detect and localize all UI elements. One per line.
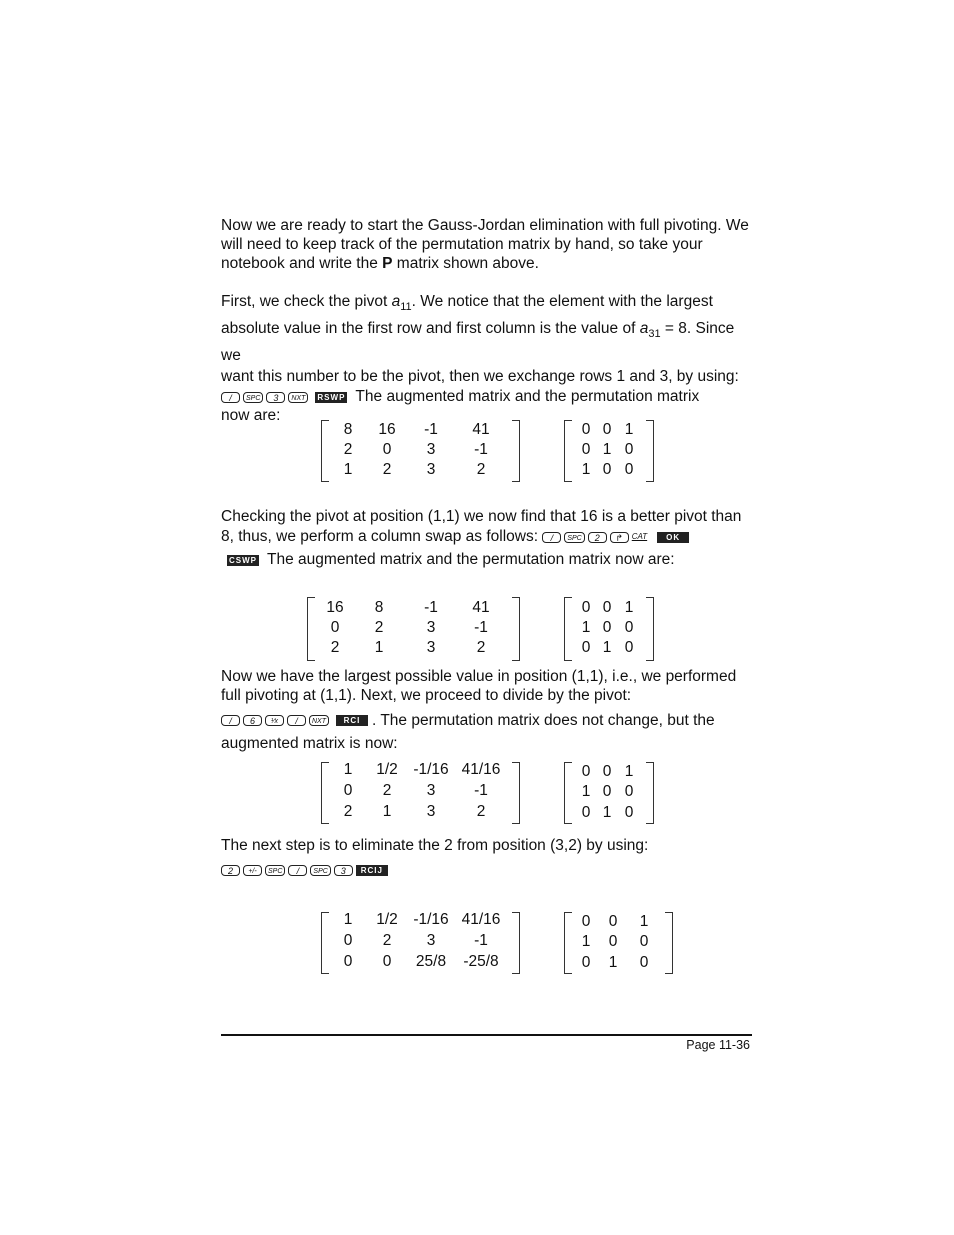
matrix-cell: -1 xyxy=(424,421,438,438)
matrix-cell: 1 xyxy=(382,803,392,820)
plus-minus-key-icon: +/- xyxy=(243,865,262,876)
matrix-cell: 0 xyxy=(343,932,353,949)
text-span: = 8. Since we xyxy=(221,320,735,365)
right-bracket xyxy=(512,762,520,824)
matrix-cell: -1 xyxy=(474,932,488,949)
matrix-cell: 0 xyxy=(581,441,591,458)
matrix-cell: -1/16 xyxy=(413,761,449,778)
ok-softkey-icon: OK xyxy=(657,532,689,543)
matrix-cell: 8 xyxy=(374,599,384,616)
matrix-cell: 1 xyxy=(581,619,591,636)
text-line: want this number to be the pivot, then we exchange rows 1 and 3, by using: xyxy=(221,368,739,386)
text-span: matrix shown above. xyxy=(392,255,539,272)
text-span: 8, thus, we perform a column swap as follows: xyxy=(221,528,543,546)
text-line: will need to keep track of the permutation matrix by hand, so take your xyxy=(221,236,703,253)
var-a: a xyxy=(391,293,401,310)
matrix-cell: -1 xyxy=(474,441,488,458)
paragraph-divide-pivot xyxy=(221,667,756,753)
nxt-key-icon: NXT xyxy=(309,715,329,726)
spc-key-icon: SPC xyxy=(265,865,285,876)
matrix-cell: 1 xyxy=(343,911,353,928)
matrix-cell: 0 xyxy=(624,804,634,821)
nxt-key-icon: NXT xyxy=(288,392,308,403)
text-line xyxy=(221,318,756,366)
text-span: . We notice that the element with the largest xyxy=(411,293,713,310)
slash-key-icon: / xyxy=(221,392,240,403)
matrix-cell: 2 xyxy=(476,639,486,656)
matrix-cell: 0 xyxy=(624,619,634,636)
matrix-cell: -25/8 xyxy=(463,953,499,970)
paragraph-eliminate xyxy=(221,836,756,880)
matrix-cell: 0 xyxy=(330,619,340,636)
matrix-cell: 0 xyxy=(382,441,392,458)
spc-key-icon: SPC xyxy=(564,532,584,543)
matrix-cell: 0 xyxy=(581,763,591,780)
matrix-cell: 1 xyxy=(624,763,634,780)
rsw-softkey-icon: RSWP xyxy=(317,392,346,402)
right-bracket xyxy=(512,597,520,661)
matrix-cell: 0 xyxy=(602,763,612,780)
matrix-cell: 2 xyxy=(330,639,340,656)
matrix-cell: 2 xyxy=(476,803,486,820)
text-line: The next step is to eliminate the 2 from position (3,2) by using: xyxy=(221,837,649,854)
matrix-cell: 0 xyxy=(602,421,612,438)
two-key-icon: 2 xyxy=(588,532,607,543)
keystroke-line xyxy=(221,861,756,880)
matrix-cell: 1 xyxy=(602,441,612,458)
matrix-cell: 0 xyxy=(602,783,612,800)
var-a: a xyxy=(639,320,649,338)
matrix-cell: 41/16 xyxy=(461,911,501,928)
matrix-cell: -1 xyxy=(474,619,488,636)
matrix-cell: 1 xyxy=(581,783,591,800)
matrix-cell: 0 xyxy=(602,619,612,636)
matrix-cell: 1 xyxy=(624,599,634,616)
text-span: The augmented matrix and the permutation matrix now are: xyxy=(263,551,675,569)
matrix-cell: 0 xyxy=(639,933,649,950)
matrix-cell: 1 xyxy=(608,954,618,971)
matrix-cell: 0 xyxy=(343,953,353,970)
paragraph-intro xyxy=(221,216,756,273)
matrix-cell: 0 xyxy=(581,954,591,971)
matrix-cell: 1 xyxy=(581,461,591,478)
two-key-icon: 2 xyxy=(221,865,240,876)
text-line: now are: xyxy=(221,407,281,425)
matrix-cell: -1 xyxy=(424,599,438,616)
text-line: Now we are ready to start the Gauss-Jordan elimination with full pivoting. We xyxy=(221,217,749,234)
matrix-cell: 2 xyxy=(382,932,392,949)
rcij-softkey-icon: RCIJ xyxy=(356,865,388,876)
inverse-key-icon: ¹⁄x xyxy=(265,715,284,726)
matrix-cell: 0 xyxy=(581,913,591,930)
keystroke-line xyxy=(221,550,756,570)
text-span: First, we check the pivot xyxy=(221,293,392,310)
matrix-cell: 0 xyxy=(382,953,392,970)
matrix-cell: 2 xyxy=(343,441,353,458)
text-line: augmented matrix is now: xyxy=(221,735,398,752)
matrix-cell: 1 xyxy=(602,639,612,656)
matrix-cell: 2 xyxy=(343,803,353,820)
text-line: Checking the pivot at position (1,1) we now find that 16 is a better pivot than xyxy=(221,508,742,525)
matrix-cell: 1 xyxy=(624,421,634,438)
matrix-cell: 2 xyxy=(382,461,392,478)
rci-softkey-icon: RCI xyxy=(336,715,368,726)
matrix-cell: 0 xyxy=(639,954,649,971)
footer-rule xyxy=(221,1034,752,1036)
subscript: 11 xyxy=(400,301,412,314)
page-number: Page 11-36 xyxy=(686,1038,750,1052)
text-span: notebook and write the xyxy=(221,255,383,272)
matrix-cell: 0 xyxy=(602,599,612,616)
matrix-cell: 3 xyxy=(426,932,436,949)
matrix-cell: 0 xyxy=(343,782,353,799)
matrix-cell: 1 xyxy=(343,761,353,778)
text-line xyxy=(221,254,756,273)
matrix-cell: 0 xyxy=(581,804,591,821)
matrix-cell: 1/2 xyxy=(376,911,398,928)
subscript: 31 xyxy=(648,328,661,341)
matrix-cell: 3 xyxy=(426,639,436,656)
cat-label: CAT xyxy=(631,532,648,541)
matrix-cell: 0 xyxy=(608,933,618,950)
slash-key-icon: / xyxy=(542,532,561,543)
matrix-cell: 41 xyxy=(472,599,490,616)
matrix-cell: 0 xyxy=(624,461,634,478)
keystroke-line xyxy=(221,711,756,730)
matrix-cell: 41 xyxy=(472,421,490,438)
matrix-cell: 16 xyxy=(326,599,344,616)
slash-key-icon: / xyxy=(221,715,240,726)
matrix-cell: 3 xyxy=(426,619,436,636)
keystroke-line xyxy=(221,527,756,547)
matrix-cell: -1/16 xyxy=(413,911,449,928)
matrix-cell: 0 xyxy=(624,783,634,800)
csw-softkey-icon: CSWP xyxy=(229,555,257,565)
matrix-cell: 3 xyxy=(426,461,436,478)
text-line: full pivoting at (1,1). Next, we proceed to divide by the pivot: xyxy=(221,687,632,704)
text-span: absolute value in the first row and first column is the value of xyxy=(221,320,640,338)
matrix-cell: 1 xyxy=(374,639,384,656)
keystroke-line xyxy=(221,387,756,406)
matrix-cell: 3 xyxy=(426,803,436,820)
text-line xyxy=(221,291,756,318)
paragraph-column-swap xyxy=(221,507,756,570)
text-span: . The permutation matrix does not change, but the xyxy=(372,712,715,729)
spc-key-icon: SPC xyxy=(310,865,330,876)
matrix-cell: -1 xyxy=(474,782,488,799)
text-span: The augmented matrix and the permutation matrix xyxy=(351,388,700,406)
matrix-cell: 8 xyxy=(343,421,353,438)
matrix-cell: 1/2 xyxy=(376,761,398,778)
right-shift-key-icon: ↱ xyxy=(610,532,629,543)
matrix-cell: 2 xyxy=(382,782,392,799)
matrix-cell: 2 xyxy=(374,619,384,636)
matrix-cell: 3 xyxy=(426,782,436,799)
six-key-icon: 6 xyxy=(243,715,262,726)
slash-key-icon: / xyxy=(287,715,306,726)
matrix-cell: 1 xyxy=(581,933,591,950)
matrix-cell: 16 xyxy=(378,421,396,438)
matrix-cell: 0 xyxy=(624,441,634,458)
right-bracket xyxy=(512,912,520,974)
matrix-cell: 1 xyxy=(343,461,353,478)
matrix-cell: 0 xyxy=(624,639,634,656)
matrix-cell: 0 xyxy=(581,599,591,616)
matrix-cell: 0 xyxy=(608,913,618,930)
paragraph-row-swap xyxy=(221,291,756,425)
matrix-cell: 2 xyxy=(476,461,486,478)
bold-p: P xyxy=(382,255,393,272)
right-bracket xyxy=(512,420,520,482)
matrix-cell: 25/8 xyxy=(415,953,447,970)
three-key-icon: 3 xyxy=(334,865,353,876)
matrix-cell: 41/16 xyxy=(461,761,501,778)
matrix-cell: 0 xyxy=(581,421,591,438)
slash-key-icon: / xyxy=(288,865,307,876)
matrix-cell: 1 xyxy=(602,804,612,821)
matrix-cell: 3 xyxy=(426,441,436,458)
matrix-cell: 0 xyxy=(602,461,612,478)
spc-key-icon: SPC xyxy=(243,392,263,403)
three-key-icon: 3 xyxy=(266,392,285,403)
matrix-cell: 0 xyxy=(581,639,591,656)
text-line: Now we have the largest possible value in position (1,1), i.e., we performed xyxy=(221,668,737,685)
matrix-cell: 1 xyxy=(639,913,649,930)
